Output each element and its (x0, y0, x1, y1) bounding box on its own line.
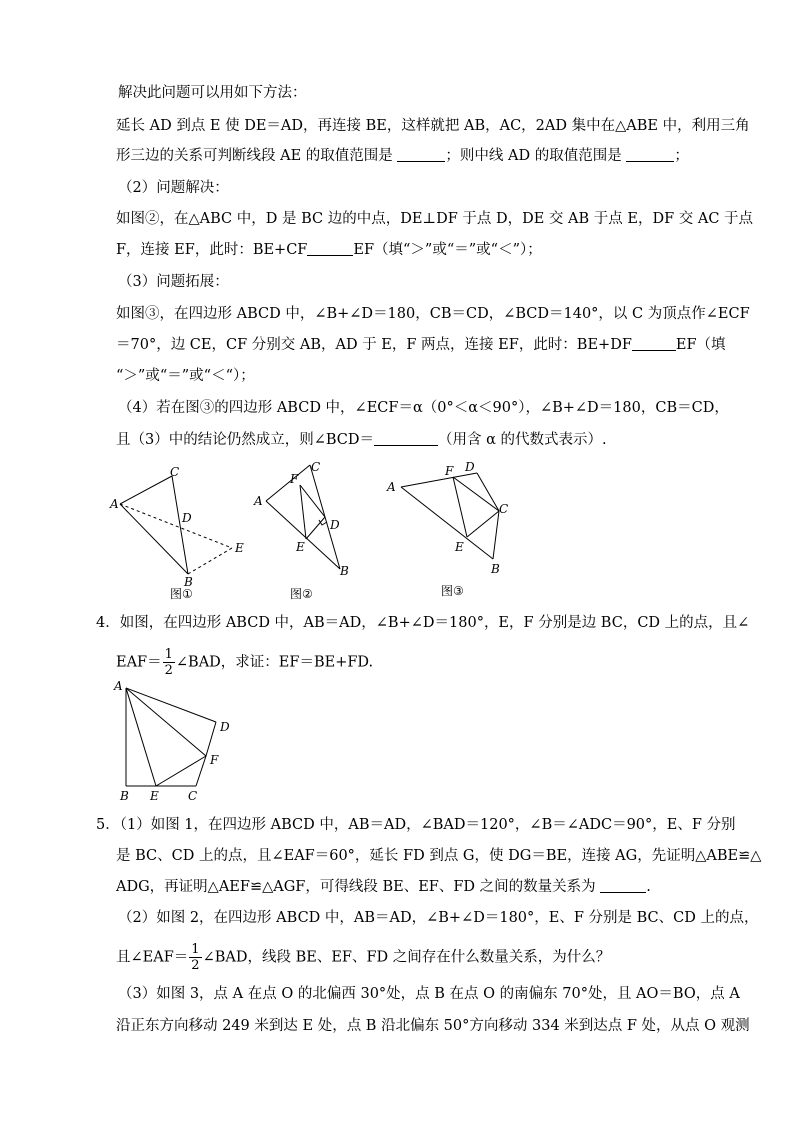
text-fragment: ＝70°，边 CE，CF 分别交 AB，AD 于 E，F 两点，连接 EF，此时：BE+DF (116, 337, 632, 353)
text-fragment: EF（填“＞”或“＝”或“＜”）； (353, 242, 542, 258)
point-label: C (188, 789, 198, 803)
text-line: （4）若在图③的四边形 ABCD 中，∠ECF＝α（0°＜α＜90°），∠B+∠D＝180，CB＝CD， (118, 400, 729, 416)
point-label: E (455, 540, 464, 554)
text-line: 如图③，在四边形 ABCD 中，∠B+∠D＝180，CB＝CD，∠BCD＝140°，以 C 为顶点作∠ECF (116, 306, 750, 322)
problem-4-line (116, 647, 706, 678)
fraction-numerator: 1 (164, 647, 173, 662)
answer-blank[interactable] (632, 336, 676, 351)
answer-blank[interactable] (397, 147, 445, 162)
figure-3 (385, 455, 525, 602)
point-label: C (311, 460, 321, 474)
answer-blank[interactable] (307, 241, 353, 256)
text-fragment: ； (674, 148, 689, 164)
point-label: E (235, 541, 244, 555)
point-label: A (114, 679, 123, 693)
text-fragment: . (646, 879, 651, 895)
answer-blank[interactable] (600, 878, 646, 893)
fraction-numerator: 1 (191, 942, 200, 957)
point-label: D (465, 460, 475, 474)
figure-caption: 图③ (441, 584, 464, 598)
figure-caption: 图② (290, 587, 313, 601)
text-fragment: ∠BAD，求证：EF＝BE+FD. (175, 654, 374, 671)
problem-5-line (116, 942, 706, 973)
point-label: D (182, 511, 192, 525)
fraction (189, 942, 201, 973)
text-line: “＞”或“＝”或“＜“）； (116, 368, 255, 384)
point-label: B (184, 575, 193, 589)
text-fragment: F，连接 EF，此时：BE+CF (116, 242, 308, 258)
text-fragment: 形三边的关系可判断线段 AE 的取值范围是 (116, 148, 398, 164)
text-line (116, 146, 706, 166)
text-line: （3）问题拓展： (118, 274, 229, 290)
point-label: A (387, 480, 396, 494)
text-fragment: ADG，再证明△AEF≌△AGF，可得线段 BE、EF、FD 之间的数量关系为 (116, 879, 601, 895)
problem-5-line: 沿正东方向移动 249 米到达 E 处，点 B 沿北偏东 50°方向移动 334 米到达点 F 处，从点 O 观测 (116, 1018, 750, 1034)
figure-1 (108, 462, 258, 602)
text-fragment: EF（填 (675, 337, 726, 353)
answer-blank[interactable] (626, 147, 674, 162)
point-label: B (491, 562, 500, 576)
point-label: B (340, 564, 349, 578)
point-label: E (150, 789, 159, 803)
fraction-denominator: 2 (191, 958, 200, 973)
point-label: C (170, 465, 180, 479)
point-label: F (445, 464, 454, 478)
fraction (163, 647, 175, 678)
text-line: 解决此问题可以用如下方法： (118, 85, 307, 101)
figure-problem-4 (110, 676, 250, 806)
point-label: D (220, 720, 230, 734)
problem-5-line: （3）如图 3，点 A 在点 O 的北偏西 30°处，点 B 在点 O 的南偏东 70°处，且 AO＝BO，点 A (118, 986, 740, 1002)
text-fragment: EAF＝ (116, 654, 162, 671)
answer-blank[interactable] (374, 431, 438, 446)
text-fragment: （用含 α 的代数式表示）. (438, 432, 607, 448)
text-line: 延长 AD 到点 E 使 DE＝AD，再连接 BE，这样就把 AB，AC，2AD 集中在△ABE 中，利用三角 (116, 118, 750, 134)
problem-4-line: 4．如图，在四边形 ABCD 中，AB＝AD，∠B+∠D＝180°，E，F 分别是边 BC，CD 上的点，且∠ (96, 615, 750, 631)
point-label: A (110, 497, 119, 511)
problem-5-line: （2）如图 2，在四边形 ABCD 中，AB＝AD，∠B+∠D＝180°，E、F 分别是 BC、CD 上的点， (118, 910, 759, 926)
point-label: F (210, 753, 219, 767)
text-fragment: ∠BAD，线段 BE、EF、FD 之间存在什么数量关系，为什么？ (202, 949, 611, 966)
text-line (116, 240, 706, 260)
text-fragment: ；则中线 AD 的取值范围是 (445, 148, 627, 164)
point-label: B (120, 789, 129, 803)
figure-2 (250, 455, 360, 602)
figure-caption: 图① (170, 587, 193, 601)
point-label: F (290, 472, 299, 486)
text-line: 如图②，在△ABC 中，D 是 BC 边的中点，DE⊥DF 于点 D，DE 交 AB 于点 E，DF 交 AC 于点 (116, 211, 754, 227)
text-line (116, 335, 726, 355)
text-fragment: 且（3）中的结论仍然成立，则∠BCD＝ (116, 432, 375, 448)
text-fragment: 且∠EAF＝ (116, 949, 189, 966)
problem-5-line (116, 877, 706, 897)
point-label: A (254, 494, 263, 508)
point-label: E (296, 540, 305, 554)
text-line: （2）问题解决： (118, 180, 229, 196)
problem-5-line: 是 BC、CD 上的点，且∠EAF＝60°，延长 FD 到点 G，使 DG＝BE，连接 AG，先证明△ABE≌△ (116, 848, 762, 864)
point-label: D (330, 518, 340, 532)
problem-5-line: 5．（1）如图 1，在四边形 ABCD 中，AB＝AD，∠BAD＝120°，∠B＝∠ADC＝90°，E、F 分别 (96, 817, 736, 833)
text-line (116, 430, 706, 450)
fraction-denominator: 2 (164, 663, 173, 678)
point-label: C (499, 502, 509, 516)
